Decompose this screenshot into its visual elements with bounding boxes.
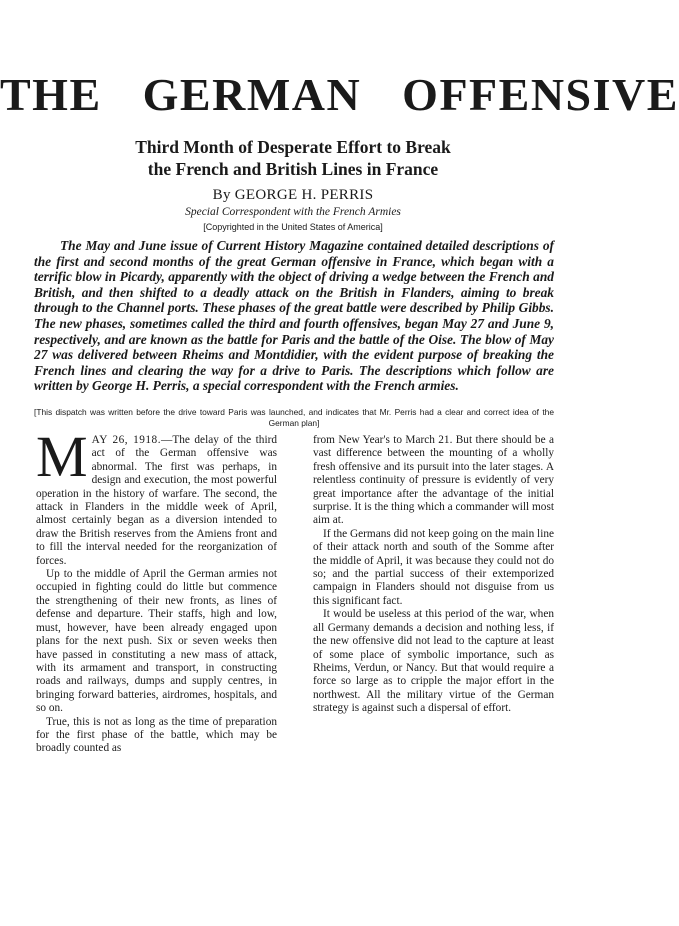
body-paragraph: True, this is not as long as the time of preparation for the first phase of the battle, which may be broadly counted as [36,715,277,755]
body-paragraph: Up to the middle of April the German armies not occupied in fighting could do little but commence the strengthening of their new fronts, as lines of defense and departure. Their staffs, high and low, must, however, have been already engaged upon plans for the next push. Six or seven weeks then have passed in constituting a new mass of attack, with its armament and transport, in constructing roads and railways, dumps and supply centres, in bringing forward batteries, airdromes, hospitals, and so on. [36,568,277,715]
editor-intro: The May and June issue of Current History Magazine contained detailed descriptions of the first and second months of the great German offensive in France, which began with a terrific blow in Picardy, apparently with the object of driving a wedge between the French and British, and then shifted to a deadly attack on the British in Flanders, aiming to break through to the Channel ports. These phases of the great battle were described by Philip Gibbs. The new phases, sometimes called the third and fourth offensives, began May 27 and June 9, respectively, and are known as the battle for Paris and the battle of the Oise. The blow of May 27 was delivered between Rheims and Montdidier, with the evident purpose of breaking the French lines and clearing the way for a drive to Paris. The descriptions which follow are written by George H. Perris, a special correspondent with the French armies. [34,238,554,394]
body-paragraph-text: —The delay of the third act of the German offensive was abnormal. The first was perhaps, in design and execution, the most powerful operation in the history of warfare. The second, the attack in Flanders in the middle week of April, almost certainly began as a diversion intended to draw the British reserves from the Amiens front and to fill the interval needed for the reorganization of forces. [36,434,277,567]
body-column-right [313,434,554,716]
body-paragraph: It would be useless at this period of the war, when all Germany demands a decision and nothing less, if the new offensive did not lead to the capture at least of some place of symbolic importance, such as Rheims, Verdun, or Nancy. But that would require a force so large as to cripple the major effort in the northwest. All the military virtue of the German strategy is against such a dispersal of effort. [313,608,554,715]
body-column-left [36,424,277,756]
subheadline-line-1: Third Month of Desperate Effort to Break [135,137,451,157]
dateline: AY 26, 1918. [91,434,162,446]
byline: By GEORGE H. PERRIS [212,187,374,203]
body-paragraph: If the Germans did not keep going on the main line of their attack north and south of the Somme after the middle of April, it was because they could not do so; and the partial success of their extemporized campaign in Flanders should not disguise from us this significant fact. [313,527,554,607]
headline: THE GERMAN OFFENSIVE [0,69,679,120]
editor-note: [This dispatch was written before the drive toward Paris was launched, and indicates that Mr. Perris had a clear and correct idea of the German plan] [34,407,554,428]
correspondent-credit: Special Correspondent with the French Armies [185,206,401,218]
body-paragraph [36,424,277,568]
body-paragraph: from New Year's to March 21. But there should be a vast difference between the mounting of a wholly fresh offensive and its pursuit into the later stages. A relentless continuity of pressure is evidently of very great importance after the advantage of the initial surprise. It is the thing which a commander will most aim at. [313,434,554,527]
drop-cap: M [36,424,88,489]
subheadline-line-2: the French and British Lines in France [147,159,439,179]
copyright-notice: [Copyrighted in the United States of America] [203,222,383,232]
